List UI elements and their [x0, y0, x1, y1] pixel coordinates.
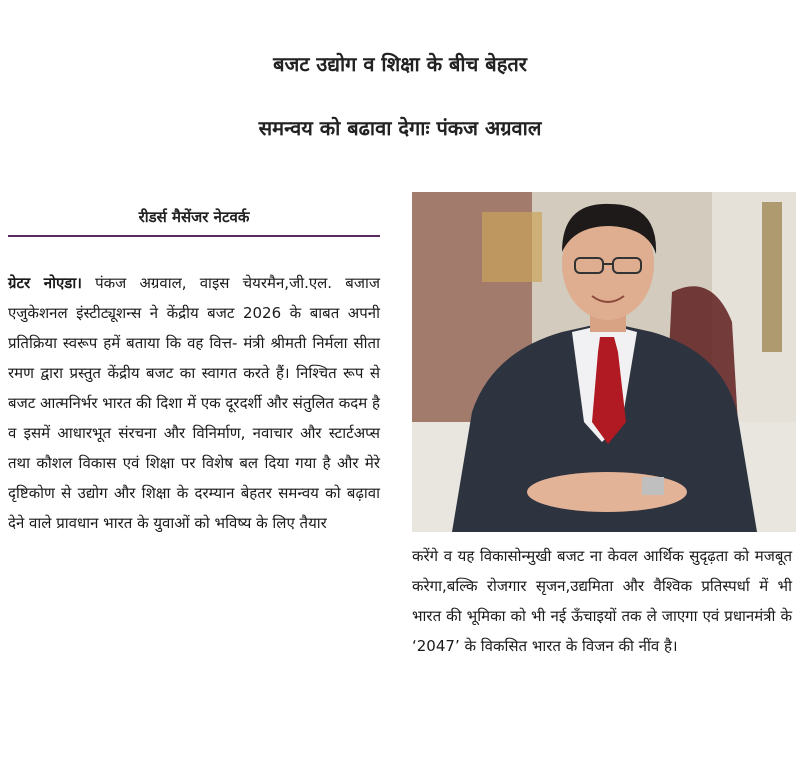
- headline: [0, 32, 800, 160]
- portrait-photo: [412, 192, 796, 532]
- byline-divider: [8, 235, 380, 237]
- byline: रीडर्स मैसेंजर नेटवर्क: [138, 208, 250, 226]
- headline-line-1: बजट उद्योग व शिक्षा के बीच बेहतर: [273, 52, 527, 76]
- article-body-left: पंकज अग्रवाल, वाइस चेयरमैन,जी.एल. बजाज एजुकेशनल इंस्टीट्यूशन्स ने केंद्रीय बजट 2026 के बाबत अपनी प्रतिक्रिया स्वरूप हमें बताया कि वह वित्त- मंत्री श्रीमती निर्मला सीता रमण द्वारा प्रस्तुत केंद्रीय बजट का स्वागत करते हैं। निश्चित रूप से बजट आत्मनिर्भर भारत की दिशा में एक दूरदर्शी और संतुलित कदम है व इसमें आधारभूत संरचना और विनिर्माण, नवाचार और स्टार्टअप्स तथा कौशल विकास एवं शिक्षा पर विशेष बल दिया गया है और मेरे दृष्टिकोण से उद्योग और शिक्षा के दरम्यान बेहतर समन्वय को बढ़ावा देने वाले प्रावधान भारत के युवाओं को भविष्य के लिए तैयार: [8, 274, 380, 532]
- headline-line-2: समन्वय को बढावा देगाः पंकज अग्रवाल: [258, 116, 542, 140]
- article-column-left: [8, 268, 380, 538]
- dateline: ग्रेटर नोएडा।: [8, 274, 82, 292]
- portrait-illustration: [412, 192, 796, 532]
- article-column-right: [412, 541, 792, 661]
- article-body-right: करेंगे व यह विकासोन्मुखी बजट ना केवल आर्थिक सुदृढ़ता को मजबूत करेगा,बल्कि रोजगार सृजन,उद्यमिता और वैश्विक प्रतिस्पर्धा में भी भारत की भूमिका को भी नई ऊँचाइयों तक ले जाएगा एवं प्रधानमंत्री के ‘2047’ के विकसित भारत के विजन की नींव है।: [412, 547, 792, 655]
